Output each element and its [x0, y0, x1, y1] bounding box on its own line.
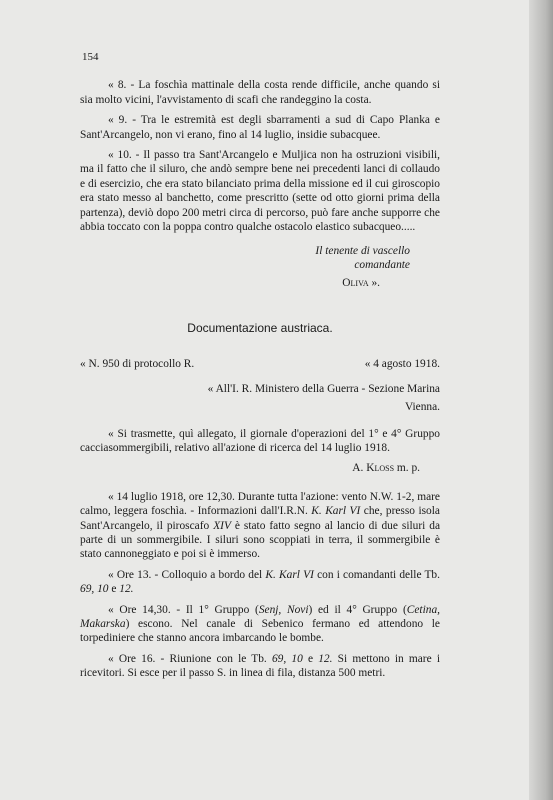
- torpedo-boat-number: 12.: [119, 583, 134, 596]
- section-heading: Documentazione austriaca.: [187, 320, 333, 335]
- addressee-city: Vienna.: [404, 401, 440, 414]
- paragraph-9: « 9. - Tra le estremità est degli sbarramenti a sud di Capo Planka e Sant'Arcangelo, non vi erano, fino al 14 luglio, insidie subacquee.: [80, 114, 440, 141]
- paragraph-8: « 8. - La foschìa mattinale della costa rende difficile, anche quando si sia molto vicini, l'avvistamento di scafi che randeggino la costa.: [80, 79, 440, 106]
- log-entry-1430: [80, 603, 440, 646]
- log-entry-1600-c: Si mettono in mare i ricevitori. Si esce per il passo S. in linea di fila, distanza 500 metri.: [80, 652, 440, 680]
- page-text: [80, 50, 440, 687]
- log-entry-1230-end: è stato fatto segno al lancio di due siluri da parte di un sommergibile. I siluri sono scoppiati in terra, il sommergibile è stato cannoneggiato e poi si è immerso.: [80, 519, 441, 561]
- paragraph-10: « 10. - Il passo tra Sant'Arcangelo e Muljica non ha ostruzioni visibili, ma il fatto che il siluro, che andò sempre bene nei precedenti lanci di collaudo e di esercizio, che era stato bilanciato prima della missione ed il cui giroscopio era stato messo al banchetto, come prescritto (sette od otto giorni prima della partenza), deviò dopo 200 metri circa di percorso, può fare anche supporre che abbia toccato con la poppa contro qualche ostacolo elastico subacqueo.....: [80, 149, 440, 234]
- letter-body: « Si trasmette, quì allegato, il giornale d'operazioni del 1° e 4° Gruppo cacciasommergibili, relativo all'azione di ricerca del 14 luglio 1918.: [80, 427, 440, 454]
- log-entry-1600: [80, 652, 440, 681]
- page-edge-shadow: [529, 0, 553, 800]
- log-entry-1300: [80, 568, 440, 597]
- log-entry-1430-a: « Ore 14,30. - Il 1° Gruppo (: [108, 603, 259, 616]
- protocol-date: « 4 agosto 1918.: [364, 358, 440, 371]
- log-entry-1300-a: « Ore 13. - Colloquio a bordo del: [108, 568, 263, 581]
- signer-name: Kloss: [366, 462, 395, 475]
- protocol-number: « N. 950 di protocollo R.: [80, 358, 195, 371]
- page-number: 154: [82, 51, 99, 63]
- log-entry-1600-a: « Ore 16. - Riunione con le Tb.: [108, 652, 267, 665]
- conjunction: e: [111, 583, 117, 596]
- group-1-ships: Senj, Novi: [258, 603, 309, 616]
- letter-signer: [80, 461, 420, 475]
- signer-prefix: A.: [352, 462, 364, 475]
- signature-rank-line1: Il tenente di vascello: [315, 245, 410, 258]
- torpedo-boat-numbers: 69, 10: [271, 652, 303, 665]
- signature-block: [80, 244, 410, 272]
- protocol-line: [80, 357, 440, 371]
- ship-name: K. Karl VI: [265, 568, 314, 581]
- log-entry-1430-b: ) ed il 4° Gruppo (: [308, 603, 407, 616]
- log-entry-1230-text: « 14 luglio 1918, ore 12,30. Durante tutta l'azione: vento N.W. 1-2, mare calmo, leggera foschìa. - Informazioni dall'I.R.N.: [80, 490, 440, 518]
- log-entry-1300-b: con i comandanti delle Tb.: [317, 568, 440, 581]
- log-entry-1230-mid: che, presso isola Sant'Arcangelo, il piroscafo: [80, 505, 440, 532]
- conjunction: e: [307, 652, 314, 665]
- steamer-number: XIV: [213, 519, 231, 532]
- addressee-line: « All'I. R. Ministero della Guerra - Sezione Marina: [207, 382, 440, 395]
- group-4-ships: Cetina, Makarska: [80, 603, 440, 630]
- signature-rank-line2: comandante: [354, 259, 410, 272]
- ship-name: K. Karl VI: [311, 505, 361, 518]
- signature-name: Oliva ».: [342, 277, 380, 290]
- torpedo-boat-number: 12.: [318, 652, 333, 665]
- torpedo-boat-numbers: 69, 10: [80, 583, 109, 596]
- log-entry-1230: [80, 490, 440, 562]
- signer-suffix: m. p.: [396, 462, 420, 475]
- log-entry-1430-c: ) escono. Nel canale di Sebenico fermano ed attendono le torpediniere che stanno ancora imbarcando le bombe.: [80, 617, 440, 645]
